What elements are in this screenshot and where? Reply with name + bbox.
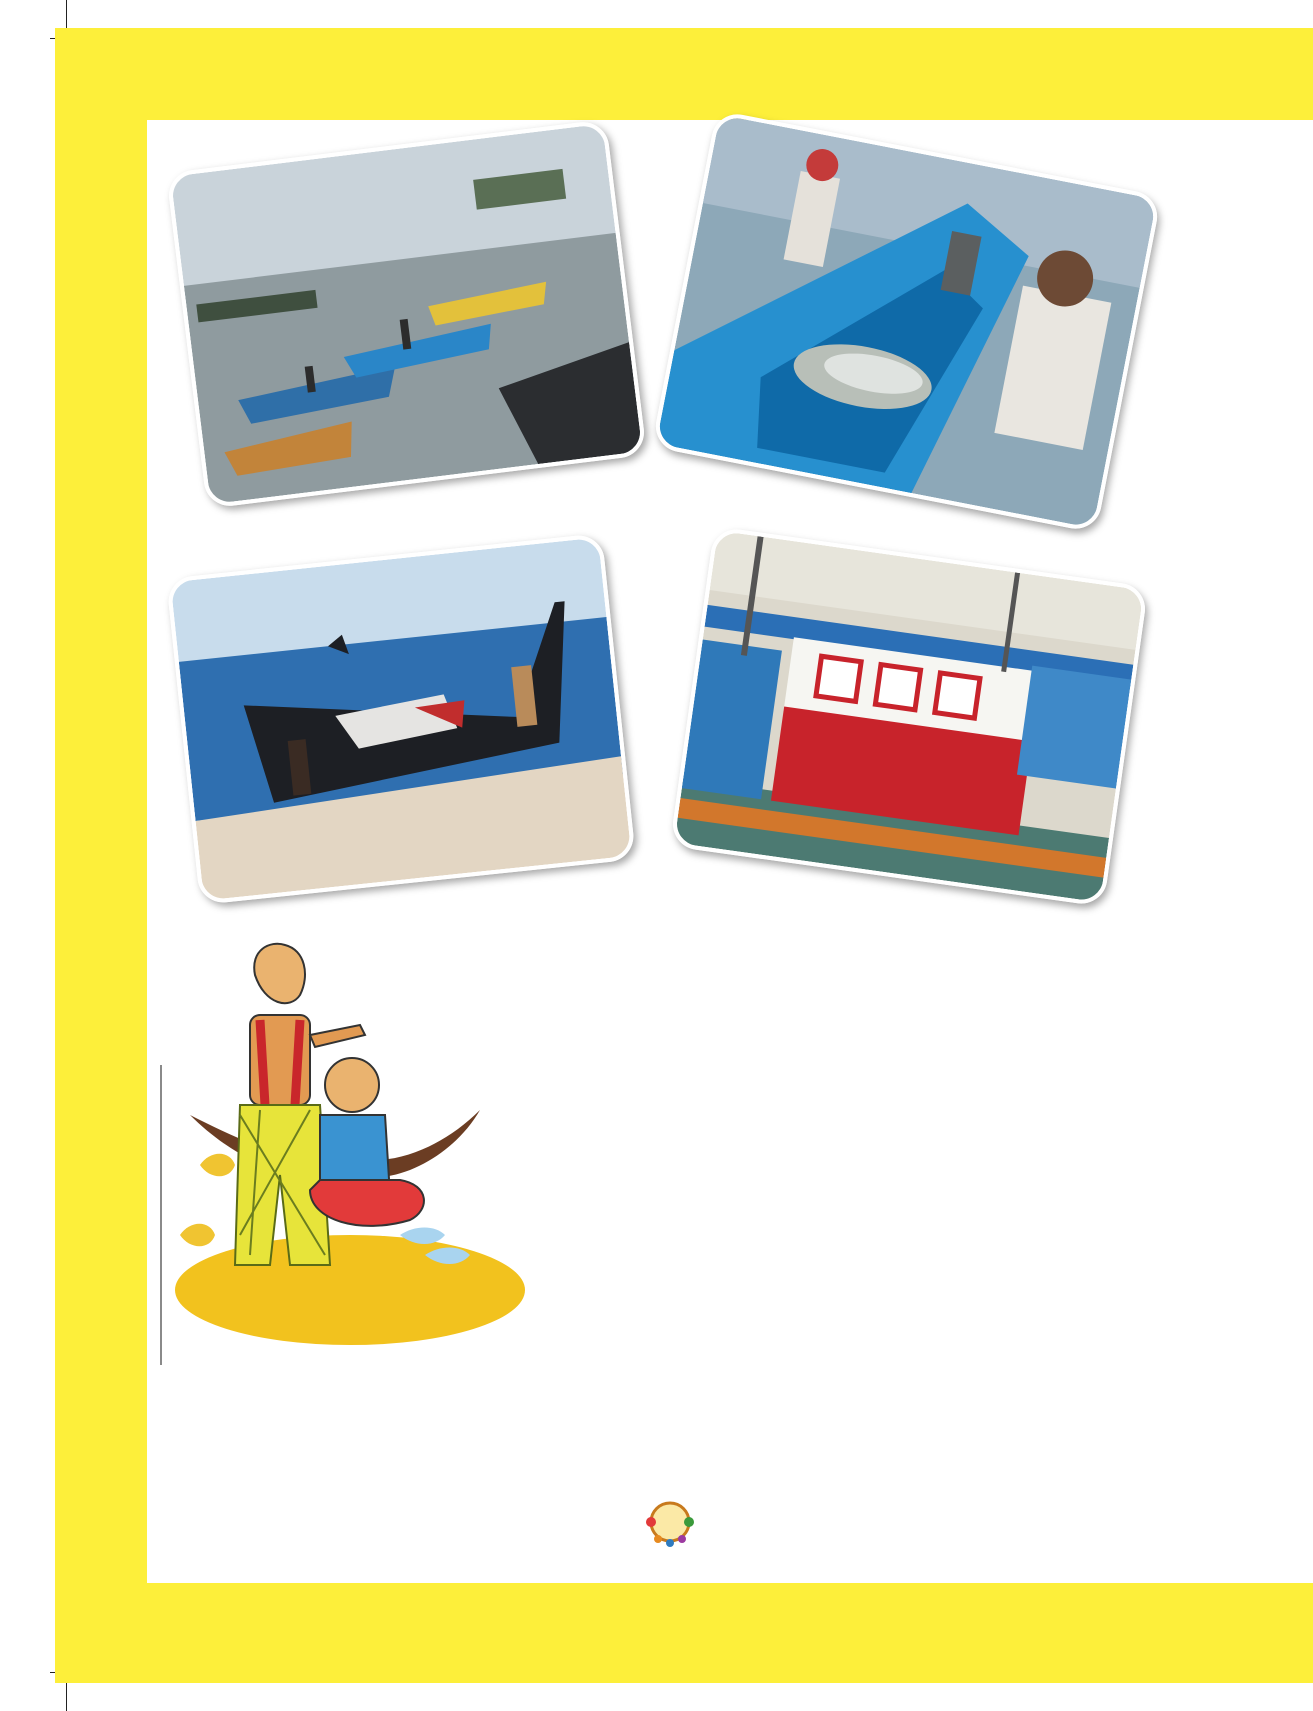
photo-long-tail-boat (166, 533, 636, 905)
page-number-badge (645, 1497, 695, 1547)
trawler-image (674, 531, 1144, 903)
harbour-boats-image (171, 124, 643, 505)
page-number-ornament (645, 1497, 695, 1547)
fishermen-illustration (160, 935, 545, 1365)
long-tail-boat-image (170, 537, 631, 900)
photo-motor-boat-1 (166, 119, 647, 508)
photo-trawler (670, 526, 1149, 907)
